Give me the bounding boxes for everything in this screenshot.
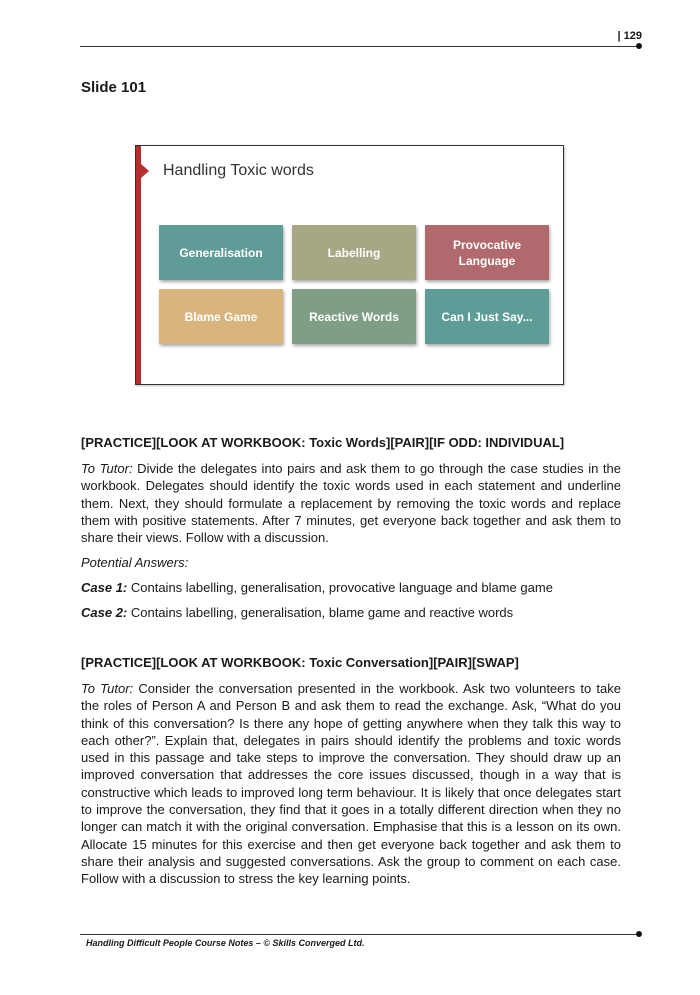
tile-generalisation: Generalisation [159,225,283,280]
slide-arrow-icon [141,164,149,178]
case2-line: Case 2: Contains labelling, generalisation, blame game and reactive words [81,605,514,620]
tile-reactive-words: Reactive Words [292,289,416,344]
tile-labelling: Labelling [292,225,416,280]
tile-blame-game: Blame Game [159,289,283,344]
slide-thumbnail [135,145,564,385]
footer-text: Handling Difficult People Course Notes – © Skills Converged Ltd. [86,938,365,948]
slide-accent-bar [136,146,141,384]
tile-provocative-language: Provocative Language [425,225,549,280]
slide-title: Handling Toxic words [163,162,314,179]
case1-line: Case 1: Contains labelling, generalisation, provocative language and blame game [81,580,553,595]
slide-label: Slide 101 [81,79,147,96]
header-rule [80,46,638,47]
section1-heading: [PRACTICE][LOOK AT WORKBOOK: Toxic Words][PAIR][IF ODD: INDIVIDUAL] [81,435,565,450]
tile-can-i-just-say: Can I Just Say... [425,289,549,344]
section2-tutor-paragraph: To Tutor: Consider the conversation presented in the workbook. Ask two volunteers to take the roles of Person A and Person B and ask them to read the exchange. Ask, “What do you think of this conversation? Is there any hope of getting anywhere when they talk this way to each other?”. Explain that, delegates in pairs should identify the problems and toxic words used in this passage and take steps to improve the conversation. They should draw up an improved conversation that addresses the core issues discussed, though in a way that is constructive which leads to improved long term behaviour. It is likely that once delegates start to improve the conversation, they find that it goes in a totally different direction when they no longer can match it with the original conversation. Emphasise that this is a lesson on its own. Allocate 15 minutes for this exercise and then get everyone back together and ask them to share their analysis and suggested conversations. Ask the group to comment on each case. Follow with a discussion to stress the key learning points. [81,681,622,887]
section2-heading: [PRACTICE][LOOK AT WORKBOOK: Toxic Conversation][PAIR][SWAP] [81,655,519,670]
footer-rule [80,934,638,935]
page-number: | 129 [617,30,642,42]
potential-answers-label: Potential Answers: [81,555,189,570]
section1-tutor-paragraph: To Tutor: Divide the delegates into pairs and ask them to go through the case studies in the workbook. Delegates should identify the toxic words used in each statement and underline them. Next, they should formulate a replacement by removing the toxic words and replace them with positive statements. After 7 minutes, get everyone back together and ask them to share their views. Follow with a discussion. [81,461,621,546]
